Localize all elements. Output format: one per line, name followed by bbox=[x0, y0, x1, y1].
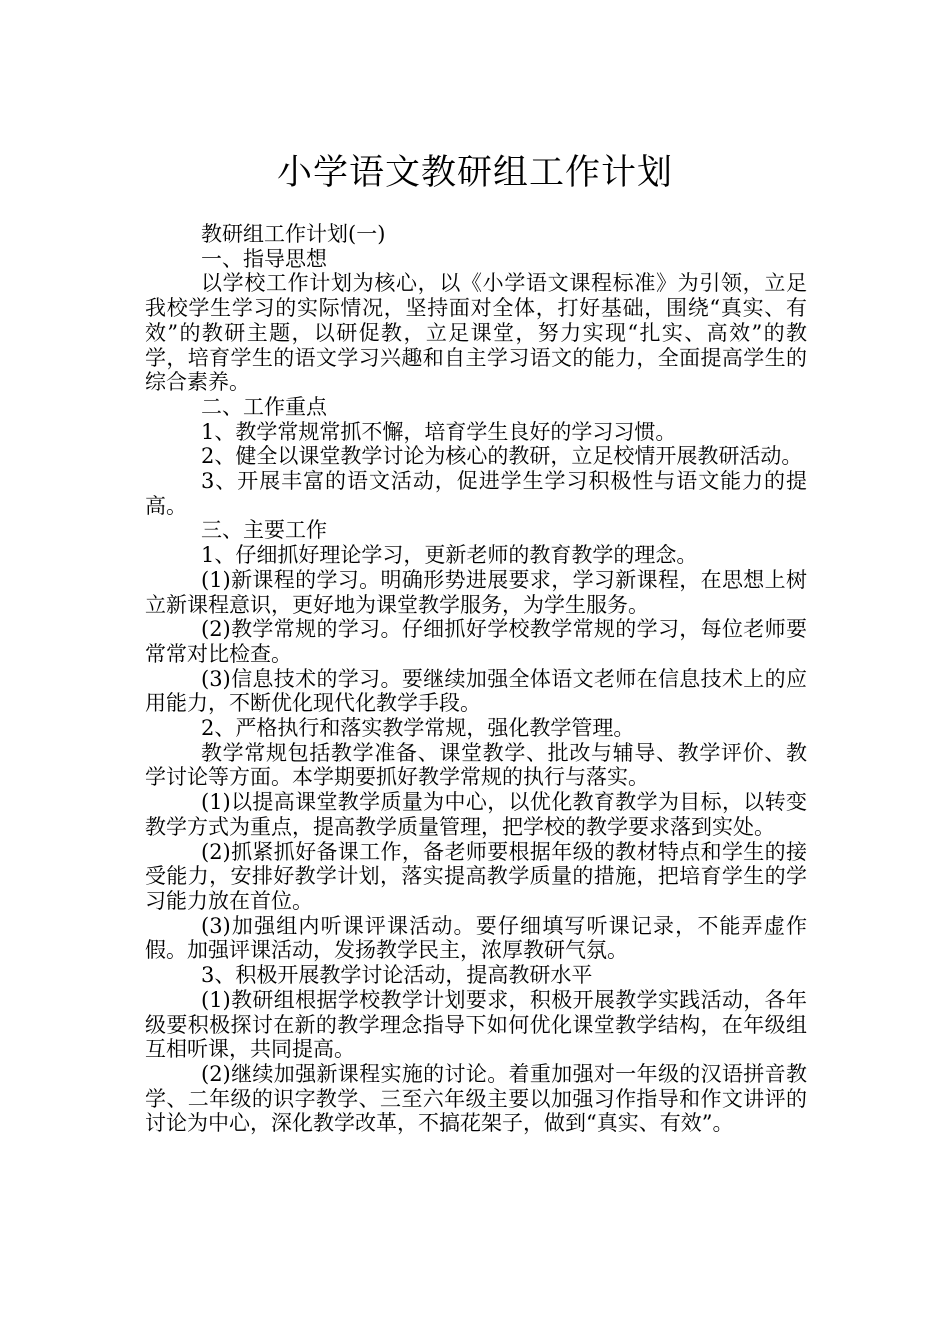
paragraph-work-2-intro: 教学常规包括教学准备、课堂教学、批改与辅导、教学评价、教学讨论等方面。本学期要抓好教学常规的执行与落实。 bbox=[145, 740, 807, 790]
section-heading-guiding-thought: 一、指导思想 bbox=[201, 246, 327, 271]
paragraph-guiding-thought: 以学校工作计划为核心，以《小学语文课程标准》为引领，立足我校学生学习的实际情况，坚持面对全体，打好基础，围绕“真实、有效”的教研主题，以研促教，立足课堂，努力实现“扎实、高效”的教学，培育学生的语文学习兴趣和自主学习语文的能力，全面提高学生的综合素养。 bbox=[145, 271, 807, 395]
paragraph-focus-2: 2、健全以课堂教学讨论为核心的教研，立足校情开展教研活动。 bbox=[201, 444, 803, 469]
paragraph-work-2: 2、严格执行和落实教学常规，强化教学管理。 bbox=[201, 716, 635, 741]
paragraph-work-2-1: (1)以提高课堂教学质量为中心，以优化教育教学为目标，以转变教学方式为重点，提高教学质量管理，把学校的教学要求落到实处。 bbox=[145, 790, 807, 839]
paragraph-work-1-2: (2)教学常规的学习。仔细抓好学校教学常规的学习，每位老师要常常对比检查。 bbox=[145, 617, 807, 666]
paragraph-work-3: 3、积极开展教学讨论活动，提高教研水平 bbox=[201, 963, 593, 988]
paragraph-focus-1: 1、教学常规常抓不懈，培育学生良好的学习习惯。 bbox=[201, 419, 677, 444]
section-heading-work-focus: 二、工作重点 bbox=[201, 394, 327, 419]
paragraph-work-1: 1、仔细抓好理论学习，更新老师的教育教学的理念。 bbox=[201, 543, 698, 568]
document-title: 小学语文教研组工作计划 bbox=[276, 153, 673, 194]
document-body bbox=[145, 222, 807, 1136]
paragraph-work-1-3: (3)信息技术的学习。要继续加强全体语文老师在信息技术上的应用能力，不断优化现代化教学手段。 bbox=[145, 666, 807, 716]
paragraph-work-2-3: (3)加强组内听课评课活动。要仔细填写听课记录，不能弄虚作假。加强评课活动，发扬教学民主，浓厚教研气氛。 bbox=[145, 913, 807, 963]
paragraph-focus-3: 3、开展丰富的语文活动，促进学生学习积极性与语文能力的提高。 bbox=[145, 469, 807, 518]
paragraph-work-1-1: (1)新课程的学习。明确形势进展要求，学习新课程，在思想上树立新课程意识，更好地为课堂教学服务，为学生服务。 bbox=[145, 567, 807, 617]
paragraph-work-3-2: (2)继续加强新课程实施的讨论。着重加强对一年级的汉语拼音教学、二年级的识字教学、三至六年级主要以加强习作指导和作文讲评的讨论为中心，深化教学改革，不搞花架子，做到“真实、有效”。 bbox=[145, 1061, 807, 1136]
paragraph-plan-heading: 教研组工作计划(一) bbox=[201, 222, 386, 246]
paragraph-work-3-1: (1)教研组根据学校教学计划要求，积极开展教学实践活动，各年级要积极探讨在新的教学理念指导下如何优化课堂教学结构，在年级组互相听课，共同提高。 bbox=[145, 987, 807, 1062]
section-heading-main-work: 三、主要工作 bbox=[201, 518, 327, 543]
paragraph-work-2-2: (2)抓紧抓好备课工作，备老师要根据年级的教材特点和学生的接受能力，安排好教学计划，落实提高教学质量的措施，把培育学生的学习能力放在首位。 bbox=[145, 839, 807, 913]
